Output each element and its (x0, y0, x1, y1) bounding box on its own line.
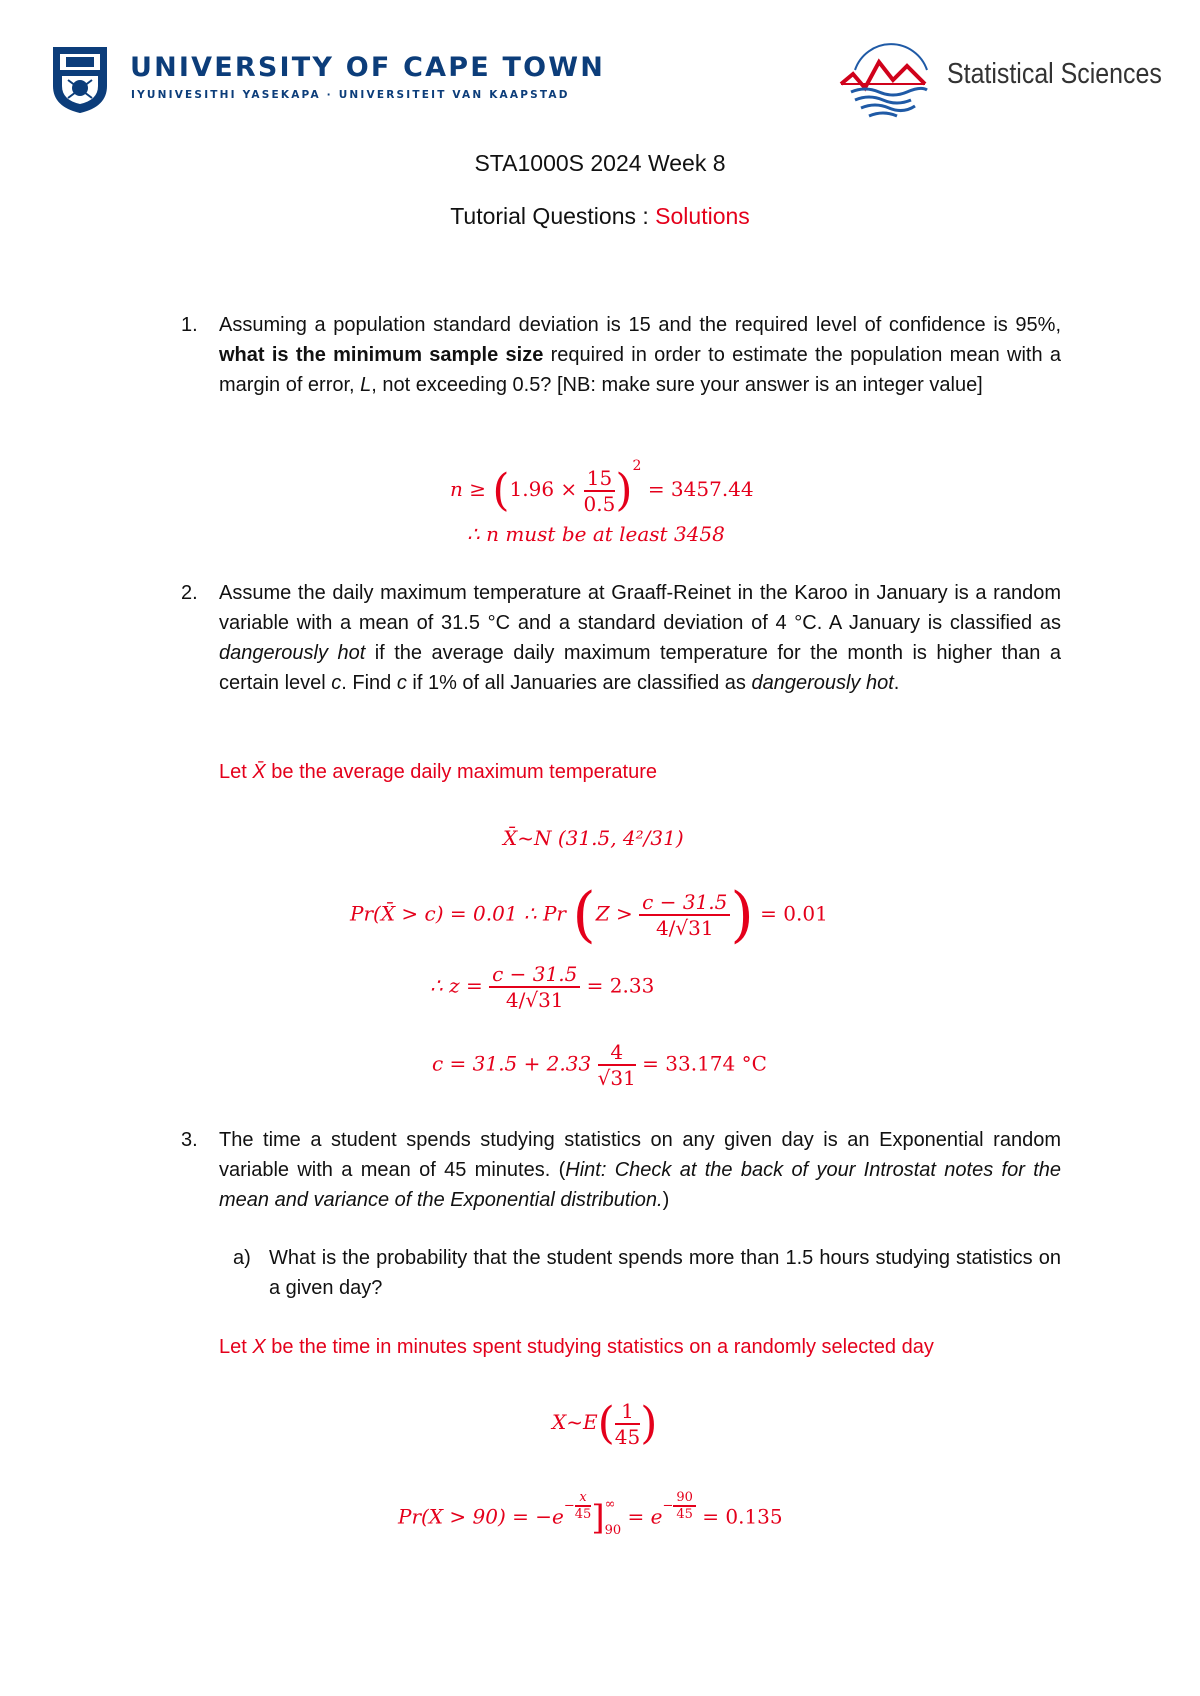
q2-eq2-rhs: = 0.01 (760, 901, 828, 926)
statistical-sciences-logo (835, 40, 935, 128)
question-3-text (219, 1125, 1061, 1215)
q1-text-part: Assuming a population standard deviation is 15 and the required level of confidence is 95%, (219, 314, 1061, 336)
q2-eq4-lhs: c = 31.5 + 2.33 (432, 1051, 592, 1076)
course-title: STA1000S 2024 Week 8 (474, 150, 726, 176)
q3-text-italic: Hint: Check at the back of your Introstat notes for the mean and variance of the Exponential distribution. (219, 1159, 1061, 1211)
subtitle-prefix: Tutorial Questions : (450, 203, 656, 229)
q3a-intro-part: Let (219, 1336, 253, 1358)
q1-text-part: required in order to estimate the population mean with a margin of error, (219, 344, 1061, 396)
q1-eq-rhs: = 3457.44 (647, 477, 754, 501)
q2-equation-2: Pr(X̄ > c) = 0.01 ∴ Pr (Z > $\frac{c - 31.5}{4/√31}$ ) = 0.01 (350, 880, 828, 950)
page-subtitle (0, 203, 1200, 230)
q1-exponent: 2 (632, 458, 642, 474)
q1-solution-equation: n ≥ (1.96 × $\frac{15}{0.5}$ )$^2$ = 3457.44 (450, 458, 754, 516)
q2-text-part: Assume the daily maximum temperature at Graaff-Reinet in the Karoo in January is a random variable with a mean of 31.5 °C and a standard deviation of 4 °C. A January is classified as (219, 582, 1061, 634)
q3a-intro-part: be the time in minutes spent studying statistics on a randomly selected day (265, 1336, 934, 1358)
q2-equation-1: X̄~N (31.5, 4²/31) (503, 826, 684, 850)
q3a-eq2-rhs: = 0.135 (702, 1504, 783, 1529)
question-2-text (219, 578, 1061, 698)
q3a-eq1-den: 45 (614, 1424, 641, 1449)
q2-text-italic: dangerously hot (219, 642, 366, 664)
q2-eq3-lhs: ∴ z = (430, 973, 483, 998)
q2-variable: c (396, 672, 407, 694)
q2-eq4-num: 4 (598, 1040, 636, 1066)
q3a-exp-num: x (575, 1490, 592, 1507)
q3a-eq1-fraction (615, 1399, 640, 1449)
department-name: Statistical Sciences (947, 58, 1162, 90)
q3a-equation-2: Pr(X > 90) = −e− $\frac{x}{45}$ ] ∞ 90 = e− $\frac{90}{45}$ = 0.135 (398, 1490, 783, 1544)
q2-text-part: if the average daily maximum temperature for the month is higher than a certain level (219, 642, 1061, 694)
q3a-exp2-fraction (673, 1490, 696, 1522)
q2-intro-part: Let (219, 761, 253, 783)
q2-text-part: . (893, 672, 900, 694)
q3a-upper-limit: ∞ (604, 1497, 616, 1512)
university-subtitle: IYUNIVESITHI YASEKAPA · UNIVERSITEIT VAN KAAPSTAD (131, 89, 570, 101)
q3a-exp2-num: 90 (673, 1490, 696, 1507)
q2-equation-4 (432, 1040, 767, 1090)
q3-text-part: The time a student spends studying statistics on any given day is an Exponential random variable with a mean of 45 minutes. ( (219, 1129, 1061, 1181)
q3-text-part: ) (662, 1189, 670, 1211)
question-3a-label: a) (233, 1247, 251, 1269)
q2-eq3-num: c − 31.5 (489, 962, 580, 988)
question-1-number: 1. (181, 314, 198, 336)
q3a-lower-limit: 90 (604, 1523, 622, 1538)
q2-solution-intro (219, 757, 657, 787)
university-name: UNIVERSITY OF CAPE TOWN (130, 52, 606, 83)
uct-crest-logo (52, 46, 108, 114)
q2-eq3-rhs: = 2.33 (586, 973, 655, 998)
q3a-exp-den: 45 (574, 1507, 592, 1522)
q1-fraction-num: 15 (584, 466, 616, 492)
q2-eq2-fraction (639, 890, 730, 940)
q1-text-part: , not exceeding 0.5? [NB: make sure your answer is an integer value] (371, 374, 983, 396)
q3a-exp-fraction (575, 1490, 592, 1522)
q3a-exp2-den: 45 (676, 1507, 693, 1522)
question-3-number: 3. (181, 1129, 198, 1151)
q1-fraction-den: 0.5 (583, 491, 616, 516)
q2-eq4-rhs: = 33.174 °C (642, 1051, 767, 1076)
q1-eq-lhs: n ≥ (450, 477, 486, 501)
question-3a-text: What is the probability that the student spends more than 1.5 hours studying statistics on a given day? (269, 1247, 1061, 1299)
q3a-eq1-lhs: X~E (552, 1410, 598, 1434)
q2-eq2-den: 4/√31 (655, 916, 714, 940)
q2-intro-part: be the average daily maximum temperature (265, 761, 658, 783)
subtitle-highlight: Solutions (655, 203, 750, 229)
q2-eq4-den: √31 (597, 1066, 636, 1090)
q1-text-bold: what is the minimum sample size (219, 344, 544, 366)
q1-variable: L (360, 374, 372, 396)
question-2-number: 2. (181, 582, 198, 604)
q2-eq2-lhs: Pr(X̄ > c) = 0.01 ∴ Pr (350, 901, 566, 926)
q2-eq2-num: c − 31.5 (639, 890, 730, 916)
q3a-eq2-mid: = e (627, 1504, 663, 1529)
q2-text-italic: dangerously hot (751, 672, 894, 694)
q2-text-part: if 1% of all Januaries are classified as (406, 672, 752, 694)
q1-fraction (584, 466, 616, 516)
q2-text-part: . Find (341, 672, 397, 694)
q1-eq-mult: 1.96 × (509, 477, 578, 501)
q2-eq3-fraction (489, 962, 580, 1012)
question-1-text (219, 310, 1061, 400)
q2-intro-variable: X̄ (252, 761, 266, 783)
q2-equation-3 (430, 962, 654, 1012)
q3a-eq1-num: 1 (615, 1399, 640, 1425)
q1-solution-conclusion: ∴ n must be at least 3458 (467, 522, 725, 546)
q2-variable: c (331, 672, 342, 694)
q2-eq4-fraction (598, 1040, 636, 1090)
q2-eq2-z: Z > (595, 901, 633, 926)
q3a-intro-variable: X (252, 1336, 266, 1358)
q3a-eq2-lhs: Pr(X > 90) = −e (398, 1504, 564, 1529)
q3a-equation-1: X~E( $\frac{1}{45}$ ) (552, 1398, 658, 1449)
q3a-solution-intro (219, 1332, 934, 1362)
q2-eq3-den: 4/√31 (505, 988, 564, 1012)
